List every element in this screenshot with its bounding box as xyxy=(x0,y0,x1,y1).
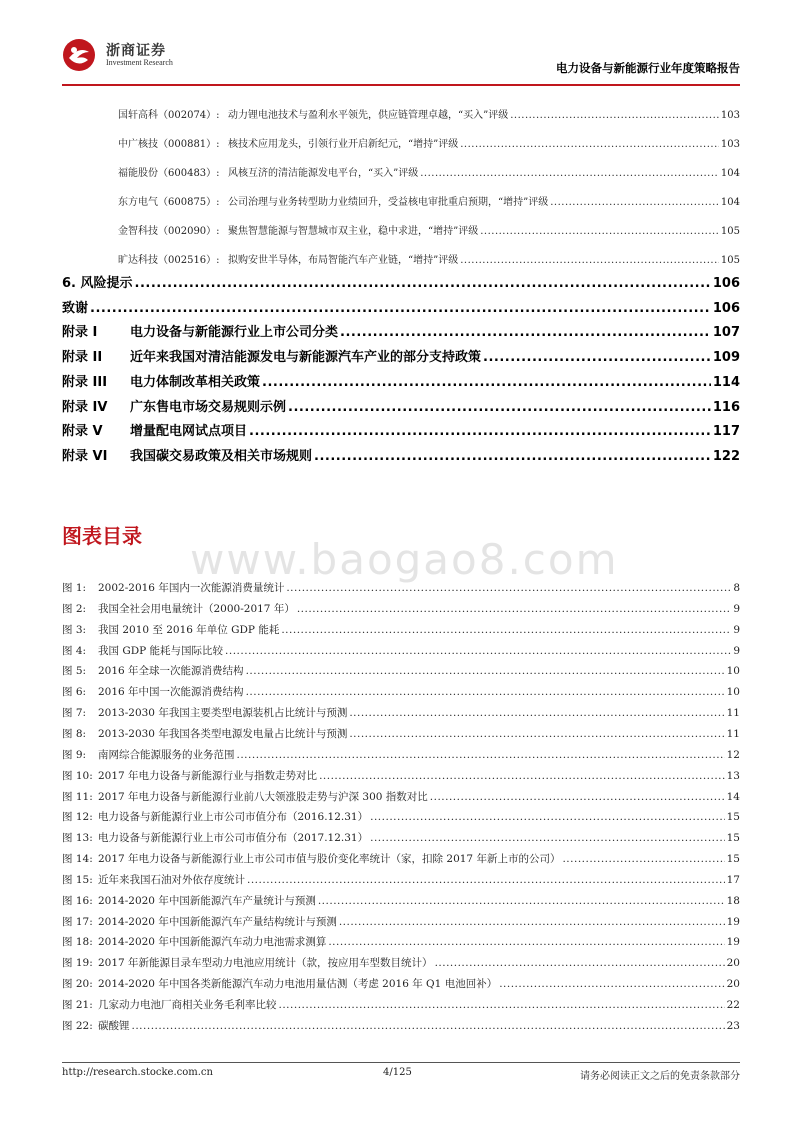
entry-title: 电力体制改革相关政策 xyxy=(130,374,261,390)
figure-toc-entry[interactable] xyxy=(62,622,740,637)
figure-title: 南网综合能源服务的业务范围 xyxy=(98,748,235,761)
company-toc-entry[interactable] xyxy=(118,193,740,208)
page-number: 9 xyxy=(733,623,740,636)
dot-leader xyxy=(246,686,725,698)
figure-label: 图 5: xyxy=(62,665,87,678)
dot-leader xyxy=(135,276,711,291)
figure-title: 2014-2020 年中国新能源汽车产量统计与预测 xyxy=(98,894,316,907)
page-number: 20 xyxy=(726,978,740,991)
figure-label: 图 19: xyxy=(62,957,93,970)
company-logo xyxy=(62,38,182,78)
page-number: 106 xyxy=(712,300,740,316)
page-number: 104 xyxy=(720,168,740,179)
footer-page-number: 4/125 xyxy=(383,1067,412,1078)
figure-toc-entry[interactable] xyxy=(62,976,740,991)
company-name: 福能股份（600483）: xyxy=(118,168,220,179)
figure-title: 碳酸锂 xyxy=(98,1019,130,1032)
figure-title: 2014-2020 年中国新能源汽车产量结构统计与预测 xyxy=(98,915,337,928)
dot-leader xyxy=(483,350,711,365)
dot-leader xyxy=(430,791,725,803)
page-number: 22 xyxy=(726,999,740,1011)
page-number: 109 xyxy=(712,350,740,366)
figure-label: 图 3: xyxy=(62,623,87,636)
logo-cn-text: 浙商证券 xyxy=(106,43,166,59)
figure-title: 2016 年全球一次能源消费结构 xyxy=(98,665,244,678)
entry-description: 核技术应用龙头，引领行业开启新纪元，“增持”评级 xyxy=(228,139,459,150)
figure-title: 我国全社会用电量统计（2000-2017 年） xyxy=(98,602,295,615)
dot-leader xyxy=(288,400,711,415)
page-number: 14 xyxy=(726,790,740,803)
footer-divider xyxy=(62,1062,740,1063)
header-divider xyxy=(62,84,740,86)
figure-toc-entry[interactable] xyxy=(62,934,740,949)
page-number: 107 xyxy=(712,325,740,341)
page-number: 15 xyxy=(726,811,740,824)
page-number: 10 xyxy=(726,665,740,678)
page-number: 103 xyxy=(720,139,740,150)
company-name: 金智科技（002090）: xyxy=(118,226,220,237)
company-toc-entry[interactable] xyxy=(118,251,740,266)
dot-leader xyxy=(247,874,725,886)
dot-leader xyxy=(297,603,731,615)
figure-toc-entry[interactable] xyxy=(62,747,740,762)
figure-toc-entry[interactable] xyxy=(62,726,740,741)
figure-title: 几家动力电池厂商相关业务毛利率比较 xyxy=(98,999,277,1011)
figure-label: 图 10: xyxy=(62,769,93,782)
figure-toc-entry[interactable] xyxy=(62,789,740,804)
figure-title: 2017 年电力设备与新能源行业上市公司市值与股价变化率统计（家，扣除 2017 年新上市的公司） xyxy=(98,853,561,866)
figure-title: 我国 GDP 能耗与国际比较 xyxy=(98,644,224,657)
watermark: www.baogao8.com xyxy=(190,535,619,584)
figure-label: 图 18: xyxy=(62,936,93,949)
main-toc-entry[interactable] xyxy=(62,272,740,291)
figure-toc-entry[interactable] xyxy=(62,643,740,658)
figure-toc-entry[interactable] xyxy=(62,601,740,616)
page-number: 116 xyxy=(712,399,740,415)
entry-description: 拟购安世半导体，布局智能汽车产业链，“增持”评级 xyxy=(228,255,459,266)
page-number: 9 xyxy=(733,644,740,657)
dot-leader xyxy=(550,197,719,208)
figure-toc-entry[interactable] xyxy=(62,768,740,783)
page-number: 106 xyxy=(712,276,740,291)
report-title: 电力设备与新能源行业年度策略报告 xyxy=(556,61,740,75)
figure-section-title: 图表目录 xyxy=(62,524,142,548)
figure-toc-entry[interactable] xyxy=(62,809,740,824)
dot-leader xyxy=(349,707,724,719)
figure-toc-entry[interactable] xyxy=(62,830,740,845)
figure-toc-entry[interactable] xyxy=(62,663,740,678)
dot-leader xyxy=(562,853,724,865)
company-name: 国轩高科（002074）: xyxy=(118,110,220,121)
figure-label: 图 1: xyxy=(62,582,87,594)
dot-leader xyxy=(328,936,724,948)
dot-leader xyxy=(370,832,725,844)
entry-label: 附录 V xyxy=(62,424,103,440)
figure-label: 图 22: xyxy=(62,1019,93,1032)
main-toc-entry[interactable] xyxy=(62,297,740,316)
entry-title: 电力设备与新能源行业上市公司分类 xyxy=(130,325,339,341)
page-number: 103 xyxy=(720,110,740,121)
dot-leader xyxy=(90,301,711,316)
dot-leader xyxy=(246,665,725,677)
entry-label: 致谢 xyxy=(62,300,89,316)
company-toc-entry[interactable] xyxy=(118,106,740,121)
main-toc-entry[interactable] xyxy=(62,346,740,365)
entry-label: 6. 风险提示 xyxy=(62,276,133,291)
page-number: 105 xyxy=(720,255,740,266)
dot-leader xyxy=(225,645,731,657)
main-toc-entry[interactable] xyxy=(62,396,740,415)
main-toc-entry[interactable] xyxy=(62,445,740,464)
figure-title: 电力设备与新能源行业上市公司市值分布（2017.12.31） xyxy=(98,832,369,845)
figure-title: 2013-2030 年我国主要类型电源装机占比统计与预测 xyxy=(98,707,348,720)
page-number: 13 xyxy=(726,769,740,782)
figure-toc-entry[interactable] xyxy=(62,1018,740,1033)
company-name: 中广核技（000881）: xyxy=(118,139,220,150)
entry-description: 动力锂电池技术与盈利水平领先，供应链管理卓越，“买入”评级 xyxy=(228,110,509,121)
figure-title: 2017 年新能源目录车型动力电池应用统计（款，按应用车型数目统计） xyxy=(98,957,433,970)
entry-title: 广东售电市场交易规则示例 xyxy=(130,399,287,415)
figure-toc-entry[interactable] xyxy=(62,580,740,595)
figure-label: 图 7: xyxy=(62,707,87,720)
figure-toc-entry[interactable] xyxy=(62,893,740,908)
dot-leader xyxy=(319,770,725,782)
page-number: 104 xyxy=(720,197,740,208)
figure-title: 2017 年电力设备与新能源行业与指数走势对比 xyxy=(98,769,318,782)
logo-mark-icon xyxy=(62,38,96,72)
figure-toc-entry[interactable] xyxy=(62,914,740,929)
page-number: 18 xyxy=(726,894,740,907)
page-number: 8 xyxy=(733,582,740,594)
footer-url[interactable]: http://research.stocke.com.cn xyxy=(62,1067,213,1078)
logo-en-text: Investment Research xyxy=(106,58,173,67)
company-name: 旷达科技（002516）: xyxy=(118,255,220,266)
dot-leader xyxy=(279,999,725,1011)
page-number: 105 xyxy=(720,226,740,237)
entry-label: 附录 VI xyxy=(62,448,108,464)
figure-label: 图 12: xyxy=(62,811,93,824)
figure-title: 2017 年电力设备与新能源行业前八大领涨股走势与沪深 300 指数对比 xyxy=(98,790,428,803)
company-toc-entry[interactable] xyxy=(118,222,740,237)
figure-toc-entry[interactable] xyxy=(62,684,740,699)
dot-leader xyxy=(435,957,725,969)
dot-leader xyxy=(460,255,719,266)
figure-title: 2014-2020 年中国各类新能源汽车动力电池用量估测（考虑 2016 年 Q1 电池回补） xyxy=(98,978,498,991)
page-number: 9 xyxy=(733,602,740,615)
dot-leader xyxy=(262,375,711,390)
entry-label: 附录 IV xyxy=(62,399,108,415)
figure-toc-entry[interactable] xyxy=(62,997,740,1012)
page-number: 17 xyxy=(726,873,740,886)
figure-title: 近年来我国石油对外依存度统计 xyxy=(98,873,245,886)
figure-title: 电力设备与新能源行业上市公司市值分布（2016.12.31） xyxy=(98,811,369,824)
page-number: 114 xyxy=(712,374,740,390)
entry-description: 公司治理与业务转型助力业绩回升，受益核电审批重启预期，“增持”评级 xyxy=(228,197,549,208)
figure-label: 图 4: xyxy=(62,644,87,657)
figure-label: 图 17: xyxy=(62,915,93,928)
entry-title: 我国碳交易政策及相关市场规则 xyxy=(130,448,313,464)
page-number: 117 xyxy=(712,424,740,440)
page-number: 15 xyxy=(726,853,740,866)
figure-label: 图 21: xyxy=(62,999,93,1011)
page-number: 11 xyxy=(726,727,740,740)
dot-leader xyxy=(460,139,719,150)
figure-label: 图 2: xyxy=(62,602,87,615)
figure-label: 图 9: xyxy=(62,748,87,761)
main-toc-entry[interactable] xyxy=(62,420,740,439)
figure-title: 2002-2016 年国内一次能源消费量统计 xyxy=(98,582,285,594)
page-number: 19 xyxy=(726,936,740,949)
page-header xyxy=(62,34,740,82)
figure-label: 图 6: xyxy=(62,686,87,699)
page-number: 20 xyxy=(726,957,740,970)
figure-title: 2013-2030 年我国各类型电源发电量占比统计与预测 xyxy=(98,727,348,740)
entry-label: 附录 II xyxy=(62,350,103,366)
dot-leader xyxy=(339,916,725,928)
dot-leader xyxy=(499,978,724,990)
figure-title: 我国 2010 至 2016 年单位 GDP 能耗 xyxy=(98,623,280,636)
dot-leader xyxy=(286,582,731,594)
main-toc-entry[interactable] xyxy=(62,371,740,390)
entry-description: 聚焦智慧能源与智慧城市双主业，稳中求进，“增持”评级 xyxy=(228,226,479,237)
dot-leader xyxy=(132,1020,725,1032)
dot-leader xyxy=(420,168,719,179)
dot-leader xyxy=(349,728,724,740)
figure-label: 图 15: xyxy=(62,873,93,886)
dot-leader xyxy=(314,449,711,464)
dot-leader xyxy=(510,110,719,121)
dot-leader xyxy=(237,749,725,761)
figure-label: 图 11: xyxy=(62,790,93,803)
footer-disclaimer: 请务必阅读正文之后的免责条款部分 xyxy=(580,1071,740,1082)
dot-leader xyxy=(281,624,731,636)
page-number: 12 xyxy=(726,748,740,761)
dot-leader xyxy=(318,895,725,907)
dot-leader xyxy=(340,325,711,340)
figure-toc-entry[interactable] xyxy=(62,872,740,887)
figure-toc-entry[interactable] xyxy=(62,851,740,866)
figure-label: 图 14: xyxy=(62,853,93,866)
page-number: 10 xyxy=(726,686,740,699)
page-number: 23 xyxy=(726,1019,740,1032)
entry-description: 风核互济的清洁能源发电平台，“买入”评级 xyxy=(228,168,419,179)
entry-label: 附录 I xyxy=(62,325,98,341)
figure-label: 图 16: xyxy=(62,894,93,907)
figure-title: 2016 年中国一次能源消费结构 xyxy=(98,686,244,699)
page-number: 15 xyxy=(726,832,740,845)
figure-label: 图 20: xyxy=(62,978,93,991)
page-number: 122 xyxy=(712,448,740,464)
entry-title: 增量配电网试点项目 xyxy=(130,424,248,440)
dot-leader xyxy=(370,811,725,823)
main-toc-entry[interactable] xyxy=(62,321,740,340)
figure-toc-entry[interactable] xyxy=(62,705,740,720)
company-toc-entry[interactable] xyxy=(118,164,740,179)
figure-toc-entry[interactable] xyxy=(62,955,740,970)
entry-title: 近年来我国对清洁能源发电与新能源汽车产业的部分支持政策 xyxy=(130,350,482,366)
company-name: 东方电气（600875）: xyxy=(118,197,220,208)
company-toc-entry[interactable] xyxy=(118,135,740,150)
figure-label: 图 13: xyxy=(62,832,93,845)
page-number: 11 xyxy=(726,707,740,720)
figure-title: 2014-2020 年中国新能源汽车动力电池需求测算 xyxy=(98,936,327,949)
dot-leader xyxy=(249,424,711,439)
figure-label: 图 8: xyxy=(62,727,87,740)
entry-label: 附录 III xyxy=(62,374,108,390)
page-number: 19 xyxy=(726,915,740,928)
dot-leader xyxy=(480,226,719,237)
